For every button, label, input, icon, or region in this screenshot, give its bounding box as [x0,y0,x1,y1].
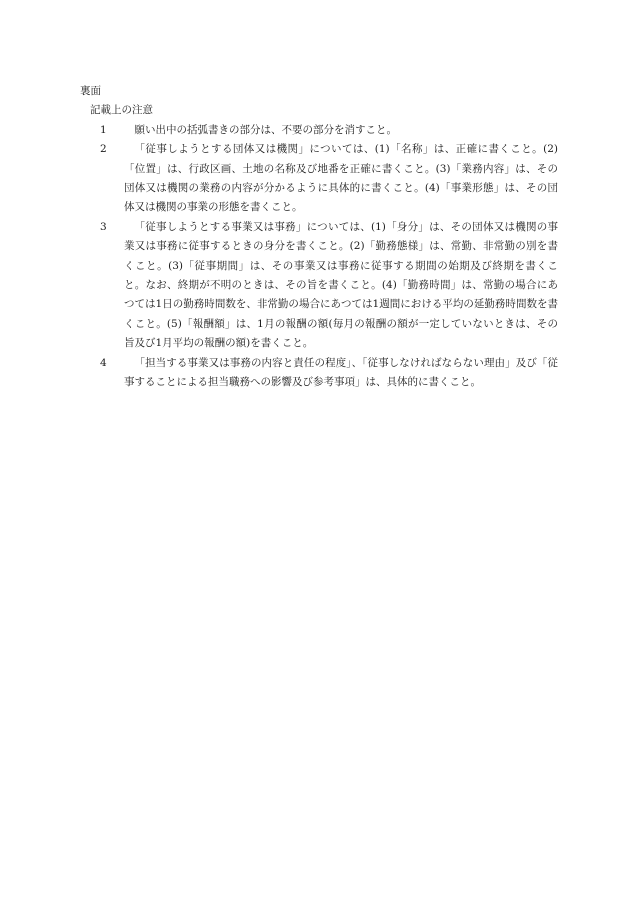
notes-heading: 記載上の注意 [90,104,153,117]
note-text: 「従事しようとする事業又は事務」については、(1)「身分」は、その団体又は機関の事業又は事務に従事するときの身分を書くこと。(2)「勤務態様」は、常勤、非常勤の別を書くこと。(3)「従事期間」は、その事業又は事務に従事する期間の始期及び終期を書くこと。なお、終期が不明のときは、その旨を書くこと。(4)「勤務時間」は、常勤の場合にあつては1日の勤務時間数を、非常勤の場合にあつては1週間における平均の延勤務時間数を書くこと。(5)「報酬額」は、1月の報酬の額(毎月の報酬の額が一定していないときは、その旨及び1月平均の報酬の額)を書くこと。 [124,220,558,350]
page-side-label: 裏面 [80,85,101,97]
note-text: 「従事しようとする団体又は機関」については、(1)「名称」は、正確に書くこと。(2)「位置」は、行政区画、土地の名称及び地番を正確に書くこと。(3)「業務内容」は、その団体又は機関の業務の内容が分かるように具体的に書くこと。(4)「事業形態」は、その団体又は機関の事業の形態を書くこと。 [124,143,558,214]
note-text: 「担当する事業又は事務の内容と責任の程度」、「従事しなければならない理由」及び「従事することによる担当職務への影響及び参考事項」は、具体的に書くこと。 [124,356,558,389]
note-number: 4 [100,356,107,369]
note-number: 1 [100,123,107,136]
document-body [80,82,558,392]
note-number: 3 [100,220,107,233]
note-item-3 [80,218,558,354]
note-item-2 [80,140,558,218]
note-item-4 [80,354,558,393]
note-text: 願い出中の括弧書きの部分は、不要の部分を消すこと。 [134,123,397,136]
note-number: 2 [100,143,107,156]
note-item-1 [80,121,558,140]
